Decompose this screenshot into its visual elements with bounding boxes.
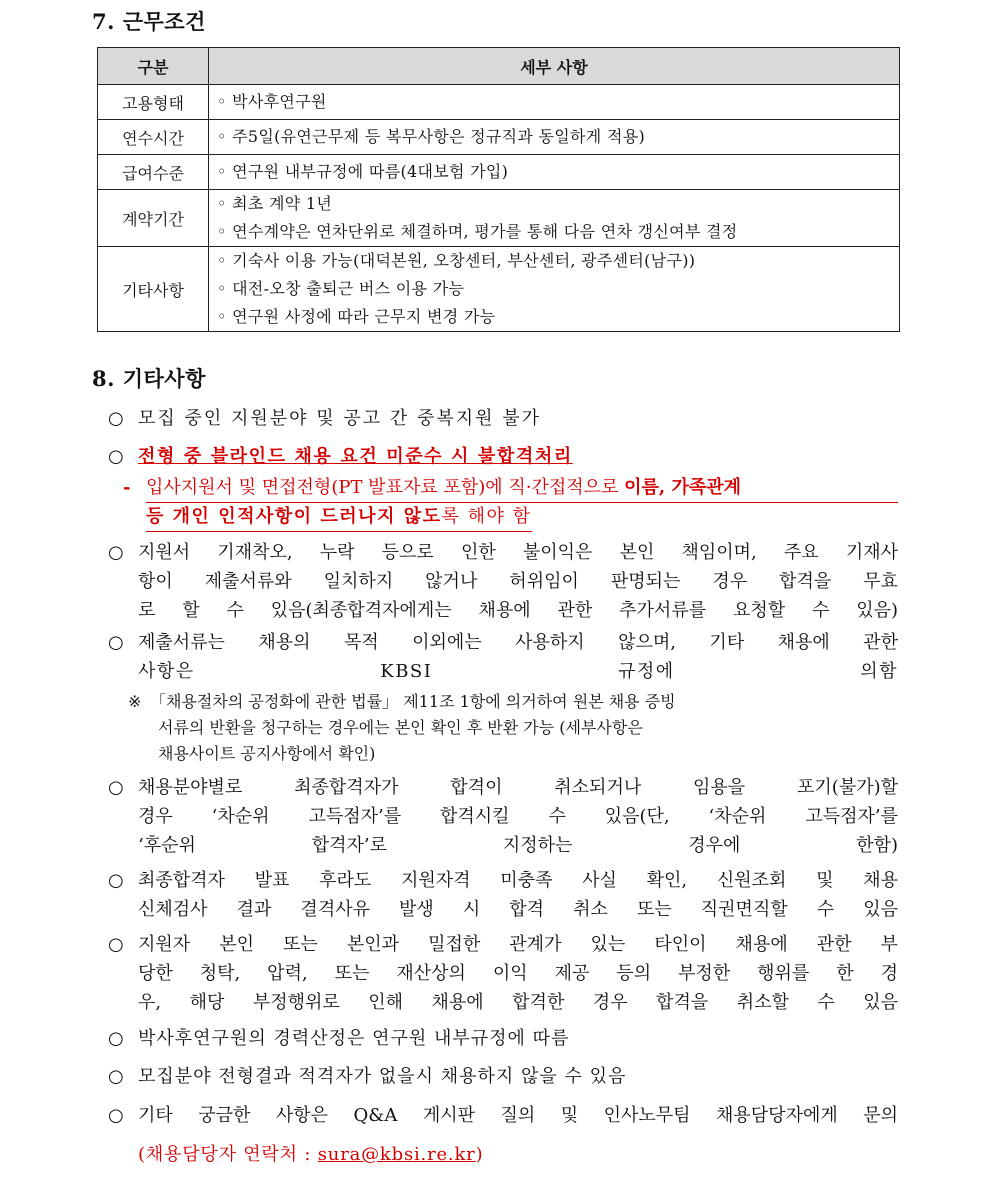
contact-close: )	[475, 1144, 484, 1165]
text-line: 최종합격자 발표 후라도 지원자격 미충족 사실 확인, 신원조회 및 채용	[138, 870, 898, 891]
text-line: 사항은 KBSI 규정에 의함	[138, 661, 898, 682]
row-label: 기타사항	[98, 247, 209, 332]
header-details: 세부 사항	[209, 48, 900, 85]
detail-line: ◦ 대전-오창 출퇴근 버스 이용 가능	[217, 279, 465, 298]
text-line: 항이 제출서류와 일치하지 않거나 허위임이 판명되는 경우 합격을 무효	[138, 571, 898, 592]
sub-dash: -	[123, 477, 131, 498]
text-line: 신체검사 결과 결격사유 발생 시 합격 취소 또는 직권면직할 수 있음	[138, 899, 898, 920]
note-mark: ※	[128, 692, 142, 711]
item-text: 박사후연구원의 경력산정은 연구원 내부규정에 따름	[138, 1028, 570, 1049]
circle-bullet-icon: ○	[108, 777, 124, 798]
row-details	[209, 85, 900, 120]
circle-bullet-icon: ○	[108, 408, 124, 429]
item-text	[138, 930, 898, 1017]
text-line: 로 할 수 있음(최종합격자에게는 채용에 관한 추가서류를 요청할 수 있음)	[138, 600, 898, 621]
blind-rule-bold: 등 개인 인적사항이 드러나지 않도	[146, 506, 442, 527]
law-note	[150, 689, 898, 767]
circle-bullet-icon: ○	[108, 542, 124, 563]
text-line: 우, 해당 부정행위로 인해 채용에 합격한 경우 합격을 취소할 수 있음	[138, 992, 898, 1013]
text-line: 제출서류는 채용의 목적 이외에는 사용하지 않으며, 기타 채용에 관한	[138, 632, 898, 653]
circle-bullet-icon: ○	[108, 1066, 124, 1087]
text-line: 지원서 기재착오, 누락 등으로 인한 불이익은 본인 책임이며, 주요 기재사	[138, 542, 898, 563]
row-label: 급여수준	[98, 155, 209, 190]
section-8-title: 8. 기타사항	[92, 366, 206, 391]
header-category: 구분	[98, 48, 209, 85]
circle-bullet-icon: ○	[108, 870, 124, 891]
row-details	[209, 247, 900, 332]
item-text: 기타 궁금한 사항은 Q&A 게시판 질의 및 인사노무팀 채용담당자에게 문의	[138, 1105, 898, 1126]
blind-rule-line-1	[146, 473, 898, 503]
contact-label: (채용담당자 연락처 :	[138, 1144, 318, 1165]
row-details	[209, 120, 900, 155]
table-row	[98, 190, 900, 247]
text-line: 지원자 본인 또는 본인과 밀접한 관계가 있는 타인이 채용에 관한 부	[138, 934, 898, 955]
detail-line: ◦ 연구원 사정에 따라 근무지 변경 가능	[217, 307, 496, 326]
text-line: ‘후순위 합격자’로 지정하는 경우에 한함)	[138, 835, 898, 856]
item-text	[138, 773, 898, 860]
blind-rule-line-2	[146, 502, 532, 532]
row-details	[209, 155, 900, 190]
row-label: 연수시간	[98, 120, 209, 155]
detail-line: ◦ 박사후연구원	[217, 92, 327, 111]
row-details	[209, 190, 900, 247]
blind-rule-text: 록 해야 함	[441, 506, 532, 527]
text-line: 채용사이트 공지사항에서 확인)	[158, 744, 376, 763]
detail-line: ◦ 연구원 내부규정에 따름(4대보험 가입)	[217, 162, 509, 181]
table-header-row	[98, 48, 900, 85]
table-row	[98, 85, 900, 120]
blind-rule-bold: 이름, 가족관계	[624, 477, 742, 498]
circle-bullet-icon: ○	[108, 1028, 124, 1049]
text-line: 경우 ‘차순위 고득점자’를 합격시킬 수 있음(단, ‘차순위 고득점자’를	[138, 806, 898, 827]
text-line: 「채용절차의 공정화에 관한 법률」 제11조 1항에 의거하여 원본 채용 증빙	[150, 692, 676, 711]
table-row	[98, 247, 900, 332]
contact-email-link[interactable]: sura@kbsi.re.kr	[317, 1144, 476, 1165]
section-7-title: 7. 근무조건	[92, 9, 206, 34]
item-text	[138, 628, 898, 686]
text-line: 채용분야별로 최종합격자가 합격이 취소되거나 임용을 포기(불가)할	[138, 777, 898, 798]
row-label: 계약기간	[98, 190, 209, 247]
row-label: 고용형태	[98, 85, 209, 120]
circle-bullet-icon: ○	[108, 632, 124, 653]
item-text	[138, 538, 898, 625]
item-text	[138, 866, 898, 924]
text-line: 서류의 반환을 청구하는 경우에는 본인 확인 후 반환 가능 (세부사항은	[158, 718, 643, 737]
circle-bullet-icon: ○	[108, 934, 124, 955]
work-conditions-table	[97, 47, 900, 332]
detail-line: ◦ 주5일(유연근무제 등 복무사항은 정규직과 동일하게 적용)	[217, 127, 646, 146]
table-row	[98, 155, 900, 190]
circle-bullet-icon: ○	[108, 446, 124, 467]
item-text: 모집분야 전형결과 적격자가 없을시 채용하지 않을 수 있음	[138, 1066, 627, 1087]
item-text: 모집 중인 지원분야 및 공고 간 중복지원 불가	[138, 408, 542, 429]
contact-line	[138, 1140, 483, 1169]
detail-line: ◦ 최초 계약 1년	[217, 194, 333, 213]
blind-rule-text: 입사지원서 및 면접전형(PT 발표자료 포함)에 직·간접적으로	[146, 477, 625, 498]
table-row	[98, 120, 900, 155]
detail-line: ◦ 연수계약은 연차단위로 체결하며, 평가를 통해 다음 연차 갱신여부 결정	[217, 222, 738, 241]
text-line: 당한 청탁, 압력, 또는 재산상의 이익 제공 등의 부정한 행위를 한 경	[138, 963, 898, 984]
detail-line: ◦ 기숙사 이용 가능(대덕본원, 오창센터, 부산센터, 광주센터(남구))	[217, 251, 696, 270]
blind-hiring-warning: 전형 중 블라인드 채용 요건 미준수 시 불합격처리	[138, 446, 573, 467]
circle-bullet-icon: ○	[108, 1105, 124, 1126]
